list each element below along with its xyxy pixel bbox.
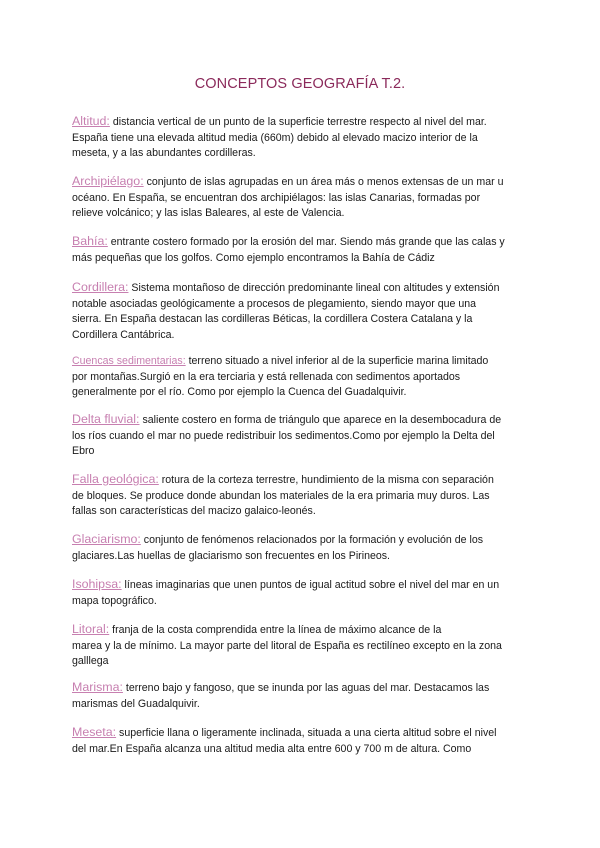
definition-text: Sistema montañoso de dirección predominante lineal con altitudes y extensión xyxy=(128,282,500,294)
definition-term: Glaciarismo: xyxy=(72,532,141,546)
definition-text: relieve volcánico; y las islas Baleares, al este de Valencia. xyxy=(72,207,345,220)
definition-entry xyxy=(72,680,534,712)
definition-term: Marisma: xyxy=(72,680,123,694)
definition-text: glaciares.Las huellas de glaciarismo son frecuentes en los Pirineos. xyxy=(72,549,390,562)
definition-line xyxy=(72,577,534,594)
definition-text: meseta, y a las abundantes cordilleras. xyxy=(72,147,256,160)
definition-line xyxy=(72,328,534,344)
definition-entry xyxy=(72,532,534,564)
definition-line xyxy=(72,639,534,655)
definition-text: generalmente por el río. Como por ejemplo la Cuenca del Guadalquivir. xyxy=(72,386,407,399)
definition-entry xyxy=(72,114,534,162)
definition-line xyxy=(72,191,534,207)
definition-term: Cordillera: xyxy=(72,280,129,294)
definition-text: Cordillera Cantábrica. xyxy=(72,328,175,341)
definition-term: Falla geológica: xyxy=(72,472,159,486)
definition-line xyxy=(72,622,534,639)
definition-text: marea y la de mínimo. La mayor parte del litoral de España es rectilíneo excepto en la zona xyxy=(72,639,502,652)
definition-text: líneas imaginarias que unen puntos de igual actitud sobre el nivel del mar en un xyxy=(121,579,500,591)
definition-entry xyxy=(72,725,534,757)
document-title: CONCEPTOS GEOGRAFÍA T.2. xyxy=(194,76,406,92)
definition-text: franja de la costa comprendida entre la línea de máximo alcance de la xyxy=(109,624,442,636)
definition-term: Meseta: xyxy=(72,725,117,739)
definition-text: océano. En España, se encuentran dos archipiélagos: las islas Canarias, formadas por xyxy=(72,191,481,204)
definition-line xyxy=(72,725,534,742)
definition-term: Archipiélago: xyxy=(72,174,144,188)
definition-text: de bloques. Se produce donde abundan los materiales de la era primaria muy duros. Las xyxy=(72,489,490,502)
definition-entry xyxy=(72,577,534,609)
definition-line xyxy=(72,131,534,147)
definition-term: Delta fluvial: xyxy=(72,412,140,426)
definition-line xyxy=(72,412,534,429)
definition-text: Ebro xyxy=(72,445,95,458)
definition-line xyxy=(72,280,534,297)
definition-text: notable asociadas geológicamente a procesos de plegamiento, siendo mayor que una xyxy=(72,297,477,310)
definition-line xyxy=(72,251,534,267)
definition-text: rotura de la corteza terrestre, hundimiento de la misma con separación xyxy=(158,474,494,486)
definition-line xyxy=(72,370,534,386)
definition-text: distancia vertical de un punto de la superficie terrestre respecto al nivel del mar. xyxy=(109,116,487,128)
definition-line xyxy=(72,489,534,505)
definition-entry xyxy=(72,234,534,266)
definition-line xyxy=(72,549,534,565)
definition-line xyxy=(72,385,534,401)
definition-term: Bahía: xyxy=(72,234,108,248)
definition-term: Litoral: xyxy=(72,622,110,636)
definition-text: entrante costero formado por la erosión del mar. Siendo más grande que las calas y xyxy=(107,236,505,248)
definition-text: del mar.En España alcanza una altitud media alta entre 600 y 700 m de altura. Como xyxy=(72,742,472,755)
definition-text: marismas del Guadalquivir. xyxy=(72,697,200,710)
definition-entry xyxy=(72,472,534,520)
definition-text: conjunto de islas agrupadas en un área más o menos extensas de un mar u xyxy=(143,176,504,188)
definition-text: los ríos cuando el mar no puede redistribuir los sedimentos.Como por ejemplo la Delta del xyxy=(72,429,495,442)
definition-text: saliente costero en forma de triángulo que aparece en la desembocadura de xyxy=(139,414,502,426)
definition-line xyxy=(72,206,534,222)
definition-line xyxy=(72,504,534,520)
definition-line xyxy=(72,297,534,313)
definition-entry xyxy=(72,280,534,343)
definition-term: Isohipsa: xyxy=(72,577,122,591)
definition-line xyxy=(72,354,534,370)
definition-line xyxy=(72,472,534,489)
definition-line xyxy=(72,444,534,460)
definition-entry xyxy=(72,354,534,401)
definition-text: superficie llana o ligeramente inclinada, situada a una cierta altitud sobre el nivel xyxy=(116,727,497,739)
definition-line xyxy=(72,697,534,713)
definition-term: Cuencas sedimentarias: xyxy=(72,355,186,367)
definition-entry xyxy=(72,174,534,222)
definition-line xyxy=(72,114,534,131)
definition-line xyxy=(72,532,534,549)
definition-text: terreno situado a nivel inferior al de la superficie marina limitado xyxy=(185,355,489,367)
definition-text: galllega xyxy=(72,655,109,668)
definition-line xyxy=(72,312,534,328)
definition-line xyxy=(72,429,534,445)
definition-line xyxy=(72,234,534,251)
definition-line xyxy=(72,594,534,610)
definition-text: terreno bajo y fangoso, que se inunda por las aguas del mar. Destacamos las xyxy=(122,682,490,694)
definition-entry xyxy=(72,622,534,670)
definition-text: por montañas.Surgió en la era terciaria y está rellenada con sedimentos aportados xyxy=(72,370,461,383)
definition-text: fallas son características del macizo galaico-leonés. xyxy=(72,505,316,518)
definition-text: más pequeñas que los golfos. Como ejemplo encontramos la Bahía de Cádiz xyxy=(72,251,435,264)
definition-text: España tiene una elevada altitud media (660m) debido al elevado macizo interior de la xyxy=(72,131,478,144)
definition-entry xyxy=(72,412,534,460)
definition-text: sierra. En España destacan las cordilleras Béticas, la cordillera Costera Catalana y la xyxy=(72,313,473,326)
definition-line xyxy=(72,146,534,162)
definition-text: conjunto de fenómenos relacionados por la formación y evolución de los xyxy=(140,534,484,546)
definition-line xyxy=(72,174,534,191)
definition-line xyxy=(72,680,534,697)
definition-line xyxy=(72,654,534,670)
definition-term: Altitud: xyxy=(72,114,110,128)
definition-text: mapa topográfico. xyxy=(72,594,157,607)
definition-line xyxy=(72,742,534,758)
